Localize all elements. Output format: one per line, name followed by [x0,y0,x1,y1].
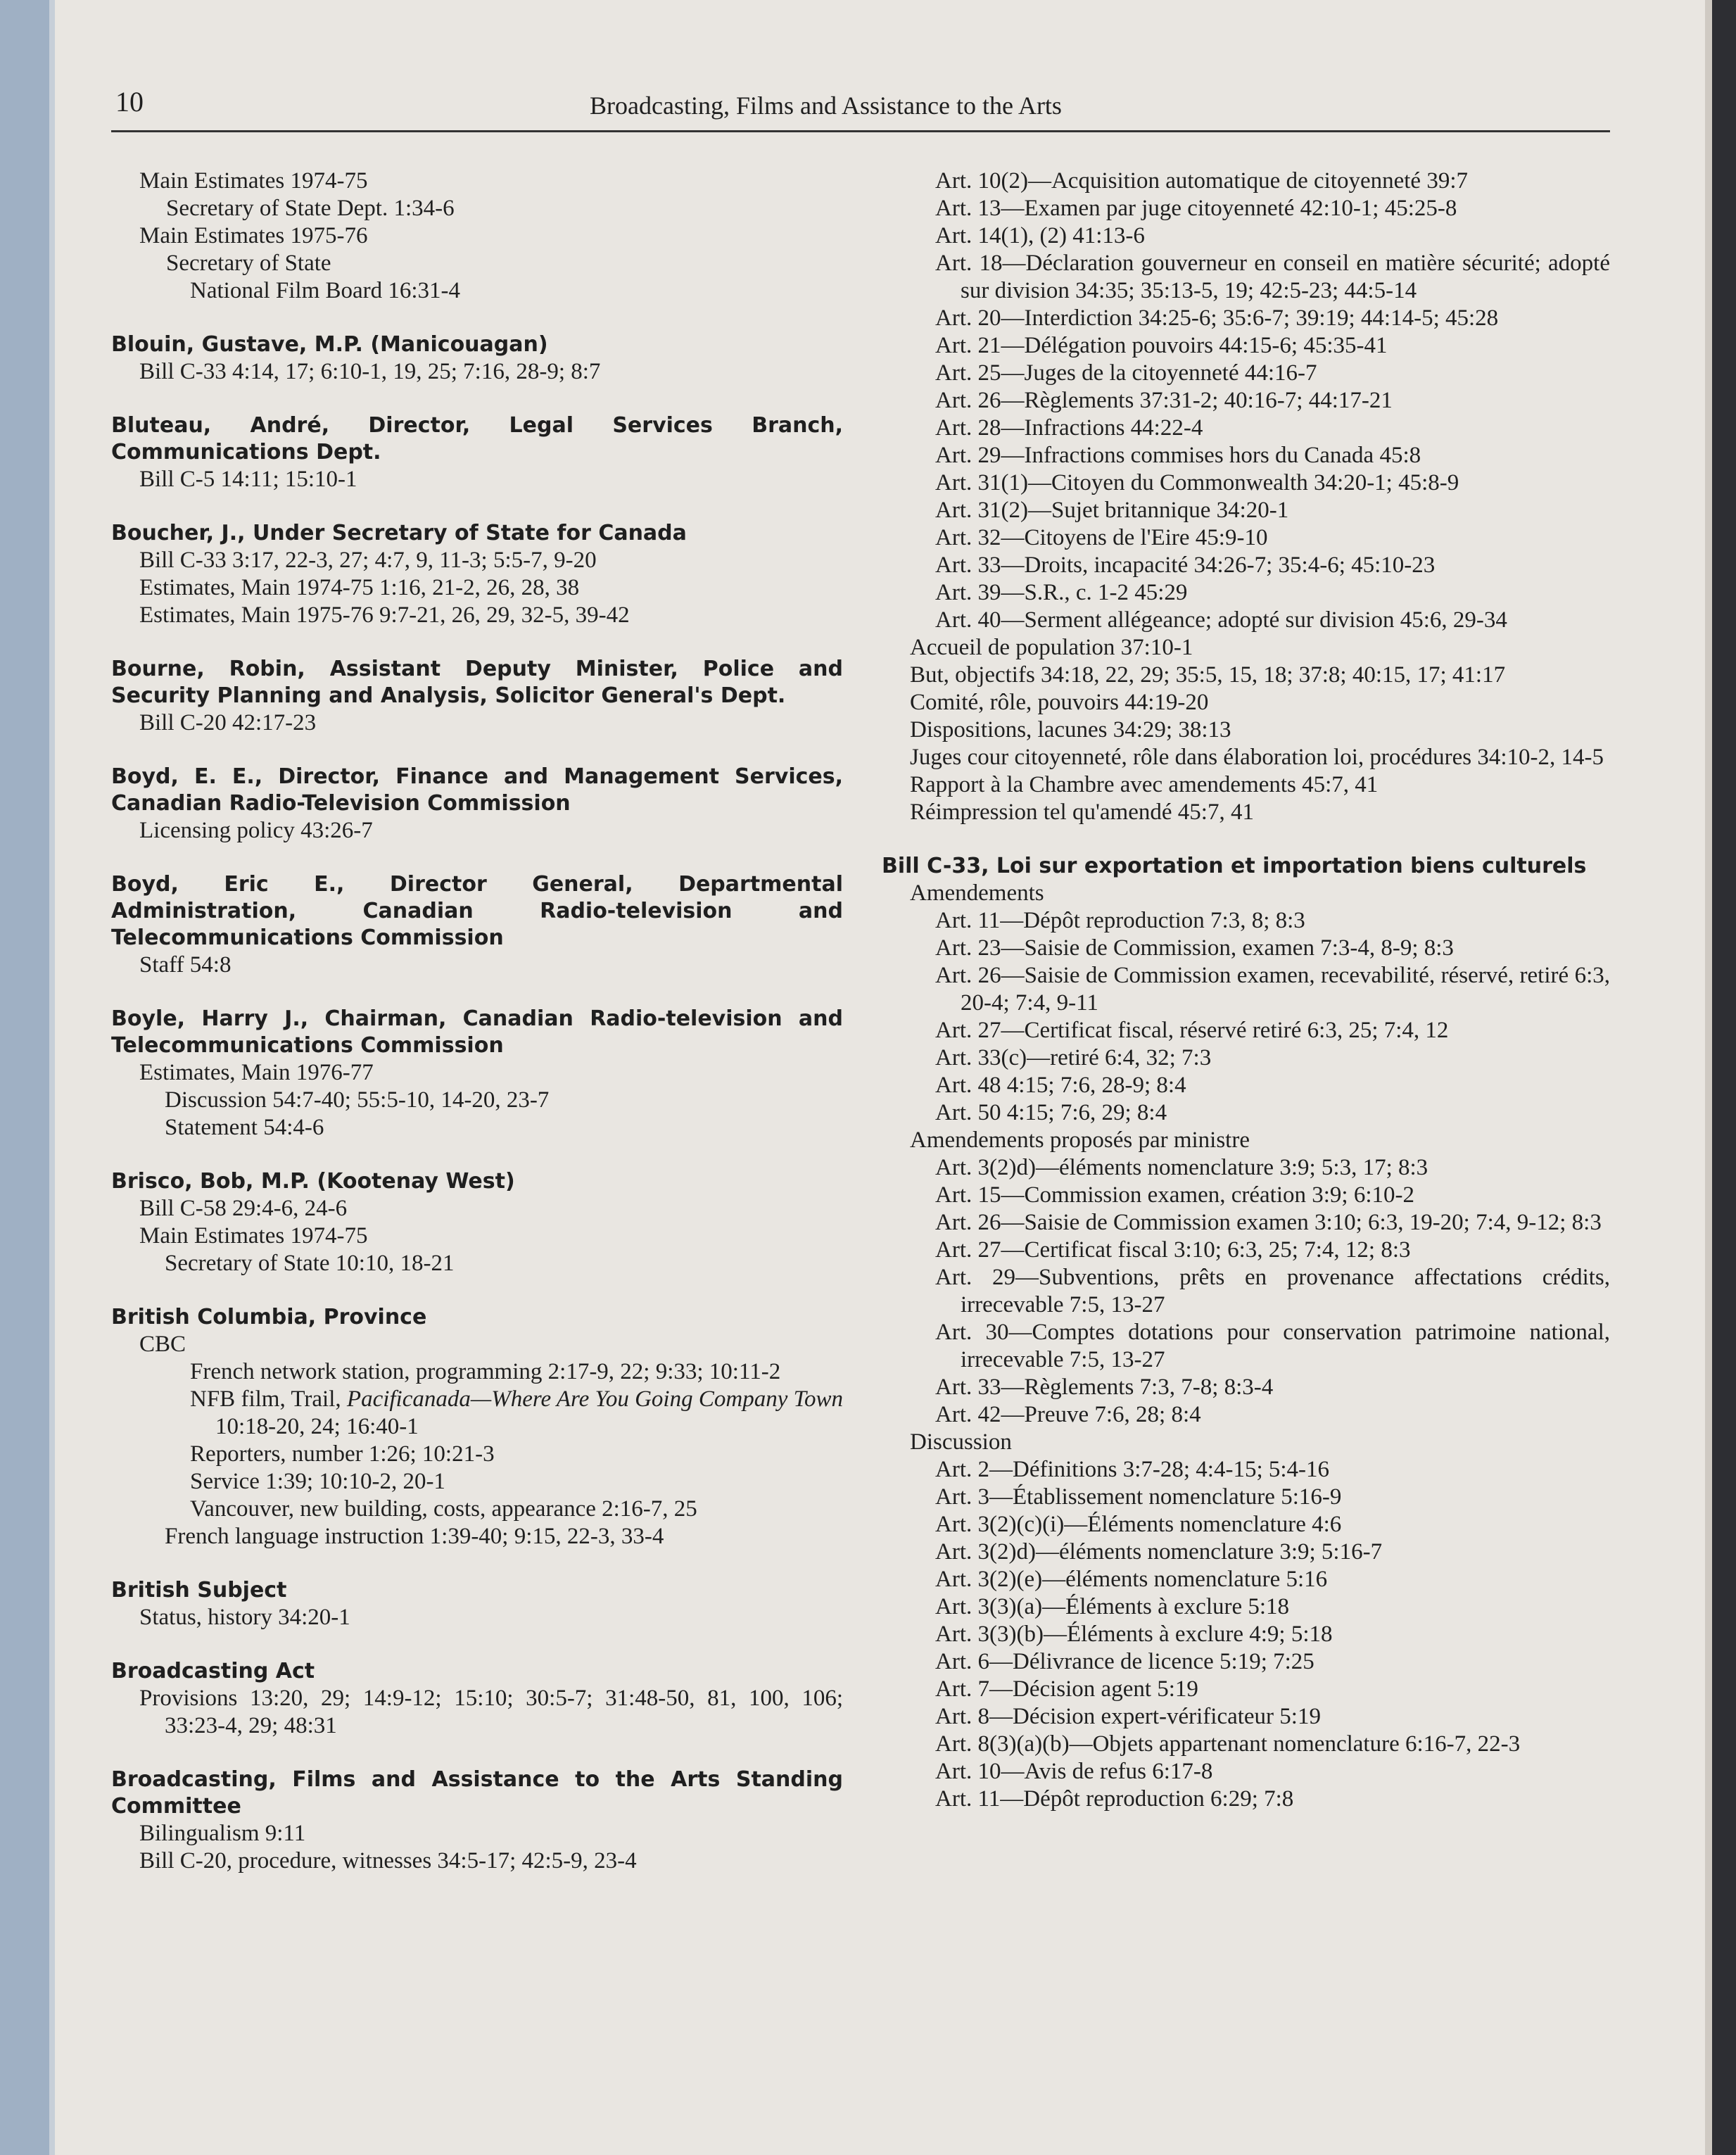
index-subentry: Art. 2—Définitions 3:7-28; 4:4-15; 5:4-16 [935,1457,1330,1482]
index-subentry: Art. 33—Droits, incapacité 34:26-7; 35:4-6; 45:10-23 [935,552,1436,578]
left-column [111,168,843,1875]
index-subentry: Art. 10—Avis de refus 6:17-8 [935,1759,1213,1784]
index-entry [111,764,843,845]
index-entry [111,1658,843,1740]
page-number: 10 [115,86,144,118]
index-subentry: Art. 30—Comptes dotations pour conservation patrimoine national, irrecevable 7:5, 13-27 [935,1320,1610,1372]
right-column [882,168,1610,1813]
index-subentry: Art. 13—Examen par juge citoyenneté 42:10-1; 45:25-8 [935,196,1457,221]
right-page-shadow [1705,0,1712,2155]
index-subentry: Estimates, Main 1975-76 9:7-21, 26, 29, 32-5, 39-42 [139,602,630,628]
index-heading: British Subject [111,1578,287,1603]
index-subentry: Discussion 54:7-40; 55:5-10, 14-20, 23-7 [165,1087,550,1113]
index-subentry: Estimates, Main 1974-75 1:16, 21-2, 26, 28, 38 [139,575,580,600]
index-subentry: Art. 31(2)—Sujet britannique 34:20-1 [935,498,1289,523]
left-page-edge-highlight [49,0,55,2155]
index-entry [111,168,843,305]
index-entry [111,1304,843,1550]
index-subentry: Art. 3(2)d)—éléments nomenclature 3:9; 5:16-7 [935,1539,1383,1565]
left-page-edge [0,0,49,2155]
index-subentry: Bill C-20 42:17-23 [139,710,317,735]
index-subentry: Art. 31(1)—Citoyen du Commonwealth 34:20-1; 45:8-9 [935,470,1459,495]
index-subentry: Estimates, Main 1976-77 [139,1060,374,1085]
index-subentry: Art. 11—Dépôt reproduction 6:29; 7:8 [935,1786,1294,1812]
index-subentry: Main Estimates 1975-76 [139,223,368,248]
index-subentry: Art. 3(2)(c)(i)—Éléments nomenclature 4:6 [935,1512,1342,1537]
index-entry [111,1767,843,1875]
index-heading: Broadcasting Act [111,1659,315,1683]
index-entry [111,412,843,493]
index-subentry: Dispositions, lacunes 34:29; 38:13 [910,717,1231,742]
index-entry [882,853,1610,1813]
index-heading: Bill C-33, Loi sur exportation et importation biens culturels [882,854,1587,878]
index-subentry: Art. 28—Infractions 44:22-4 [935,415,1203,441]
index-subentry: Secretary of State [166,251,331,276]
index-subentry: Réimpression tel qu'amendé 45:7, 41 [910,800,1254,825]
index-subentry: Art. 26—Saisie de Commission examen 3:10; 6:3, 19-20; 7:4, 9-12; 8:3 [935,1210,1602,1235]
index-subentry: Art. 18—Déclaration gouverneur en conseil en matière sécurité; adopté sur division 34:35; 35:13-5, 19; 42:5-23; 44:5-14 [935,251,1610,303]
index-subentry: Art. 14(1), (2) 41:13-6 [935,223,1145,248]
index-subentry: Reporters, number 1:26; 10:21-3 [190,1441,495,1467]
index-heading: Bluteau, André, Director, Legal Services Branch, Communications Dept. [111,413,843,465]
index-subentry: Bill C-58 29:4-6, 24-6 [139,1196,348,1221]
index-heading: Blouin, Gustave, M.P. (Manicouagan) [111,332,548,357]
index-subentry: Bill C-33 4:14, 17; 6:10-1, 19, 25; 7:16, 28-9; 8:7 [139,359,601,384]
index-subentry: Staff 54:8 [139,952,232,978]
index-subentry: Art. 3(2)(e)—éléments nomenclature 5:16 [935,1567,1328,1592]
index-subentry: Comité, rôle, pouvoirs 44:19-20 [910,690,1209,715]
index-subentry: Art. 33—Règlements 7:3, 7-8; 8:3-4 [935,1374,1274,1400]
index-subentry: Bilingualism 9:11 [139,1821,306,1846]
index-subentry: Licensing policy 43:26-7 [139,818,373,843]
index-subentry: Art. 3—Établissement nomenclature 5:16-9 [935,1484,1342,1510]
index-subentry: Art. 6—Délivrance de licence 5:19; 7:25 [935,1649,1314,1674]
index-subentry: Art. 25—Juges de la citoyenneté 44:16-7 [935,360,1317,386]
index-subentry: Art. 15—Commission examen, création 3:9; 6:10-2 [935,1182,1414,1208]
index-subentry: French language instruction 1:39-40; 9:15, 22-3, 33-4 [165,1524,664,1549]
index-heading: Boyd, E. E., Director, Finance and Management Services, Canadian Radio-Television Commission [111,764,843,816]
index-entry [111,1577,843,1631]
index-subentry: Service 1:39; 10:10-2, 20-1 [190,1469,445,1494]
index-subentry: CBC [139,1332,186,1357]
index-subentry: Bill C-5 14:11; 15:10-1 [139,467,357,492]
index-entry [111,871,843,979]
index-subentry: Juges cour citoyenneté, rôle dans élaboration loi, procédures 34:10-2, 14-5 [910,745,1604,770]
running-header [111,81,1610,132]
index-subentry: Art. 3(3)(b)—Éléments à exclure 4:9; 5:18 [935,1622,1333,1647]
index-heading: Brisco, Bob, M.P. (Kootenay West) [111,1169,515,1194]
index-subentry: Art. 8(3)(a)(b)—Objets appartenant nomenclature 6:16-7, 22-3 [935,1731,1521,1757]
index-subentry: Bill C-20, procedure, witnesses 34:5-17; 42:5-9, 23-4 [139,1848,637,1873]
index-subentry: French network station, programming 2:17-9, 22; 9:33; 10:11-2 [190,1359,781,1384]
index-subentry: Art. 29—Subventions, prêts en provenance affectations crédits, irrecevable 7:5, 13-27 [935,1265,1610,1317]
index-heading: Bourne, Robin, Assistant Deputy Minister, Police and Security Planning and Analysis, Solicitor General's Dept. [111,657,843,708]
index-subentry: Amendements proposés par ministre [910,1127,1250,1153]
index-subentry: But, objectifs 34:18, 22, 29; 35:5, 15, 18; 37:8; 40:15, 17; 41:17 [910,662,1506,688]
index-heading: Boyle, Harry J., Chairman, Canadian Radio-television and Telecommunications Commission [111,1006,843,1058]
index-subentry: Art. 48 4:15; 7:6, 28-9; 8:4 [935,1073,1186,1098]
index-subentry: Amendements [910,880,1044,906]
index-entry [111,656,843,737]
index-subentry: Rapport à la Chambre avec amendements 45:7, 41 [910,772,1379,797]
index-subentry: Art. 32—Citoyens de l'Eire 45:9-10 [935,525,1268,550]
index-entry [111,1168,843,1277]
index-subentry: Main Estimates 1974-75 [139,168,368,194]
index-entry [111,520,843,629]
index-entry [111,331,843,386]
document-page [111,81,1610,2122]
index-subentry: Art. 3(2)d)—éléments nomenclature 3:9; 5:3, 17; 8:3 [935,1155,1428,1180]
index-subentry: Art. 42—Preuve 7:6, 28; 8:4 [935,1402,1201,1427]
index-subentry: Art. 10(2)—Acquisition automatique de citoyenneté 39:7 [935,168,1468,194]
index-subentry: Accueil de population 37:10-1 [910,635,1193,660]
index-subentry: Art. 29—Infractions commises hors du Canada 45:8 [935,443,1421,468]
index-heading: Boyd, Eric E., Director General, Departmental Administration, Canadian Radio-television and Telecommunications Commission [111,872,843,950]
index-subentry: Bill C-33 3:17, 22-3, 27; 4:7, 9, 11-3; 5:5-7, 9-20 [139,548,597,573]
index-subentry: Main Estimates 1974-75 [139,1223,368,1249]
index-subentry: Art. 40—Serment allégeance; adopté sur division 45:6, 29-34 [935,607,1507,633]
index-subentry: NFB film, Trail, Pacificanada—Where Are You Going Company Town 10:18-20, 24; 16:40-1 [190,1386,843,1439]
index-entry [111,1006,843,1142]
index-subentry: Art. 7—Décision agent 5:19 [935,1676,1198,1702]
index-subentry: Art. 11—Dépôt reproduction 7:3, 8; 8:3 [935,908,1305,933]
index-subentry: Provisions 13:20, 29; 14:9-12; 15:10; 30:5-7; 31:48-50, 81, 100, 106; 33:23-4, 29; 48:31 [139,1686,843,1738]
running-title: Broadcasting, Films and Assistance to the Arts [590,91,1062,120]
index-subentry: Status, history 34:20-1 [139,1605,350,1630]
index-subentry: Art. 50 4:15; 7:6, 29; 8:4 [935,1100,1167,1125]
index-heading: British Columbia, Province [111,1305,427,1329]
index-subentry: Art. 27—Certificat fiscal, réservé retiré 6:3, 25; 7:4, 12 [935,1018,1449,1043]
index-subentry: Art. 27—Certificat fiscal 3:10; 6:3, 25; 7:4, 12; 8:3 [935,1237,1411,1263]
index-subentry: Art. 8—Décision expert-vérificateur 5:19 [935,1704,1321,1729]
index-subentry: Art. 26—Règlements 37:31-2; 40:16-7; 44:17-21 [935,388,1393,413]
index-subentry: Art. 20—Interdiction 34:25-6; 35:6-7; 39:19; 44:14-5; 45:28 [935,305,1499,331]
index-subentry: National Film Board 16:31-4 [190,278,461,303]
index-subentry: Art. 26—Saisie de Commission examen, recevabilité, réservé, retiré 6:3, 20-4; 7:4, 9-11 [935,963,1610,1016]
right-page-edge [1712,0,1736,2155]
index-subentry: Discussion [910,1429,1012,1455]
index-subentry: Art. 33(c)—retiré 6:4, 32; 7:3 [935,1045,1212,1070]
index-subentry: Vancouver, new building, costs, appearance 2:16-7, 25 [190,1496,697,1522]
index-subentry: Art. 3(3)(a)—Éléments à exclure 5:18 [935,1594,1290,1619]
index-subentry: Art. 39—S.R., c. 1-2 45:29 [935,580,1188,605]
index-subentry: Statement 54:4-6 [165,1115,324,1140]
index-subentry: Secretary of State Dept. 1:34-6 [166,196,455,221]
index-entry [882,168,1610,826]
index-subentry: Art. 23—Saisie de Commission, examen 7:3-4, 8-9; 8:3 [935,935,1454,961]
index-subentry: Secretary of State 10:10, 18-21 [165,1251,455,1276]
index-heading: Boucher, J., Under Secretary of State for Canada [111,521,687,545]
index-heading: Broadcasting, Films and Assistance to the Arts Standing Committee [111,1767,843,1819]
film-title: Pacificanada—Where Are You Going Company Town [346,1386,843,1412]
index-subentry: Art. 21—Délégation pouvoirs 44:15-6; 45:35-41 [935,333,1388,358]
